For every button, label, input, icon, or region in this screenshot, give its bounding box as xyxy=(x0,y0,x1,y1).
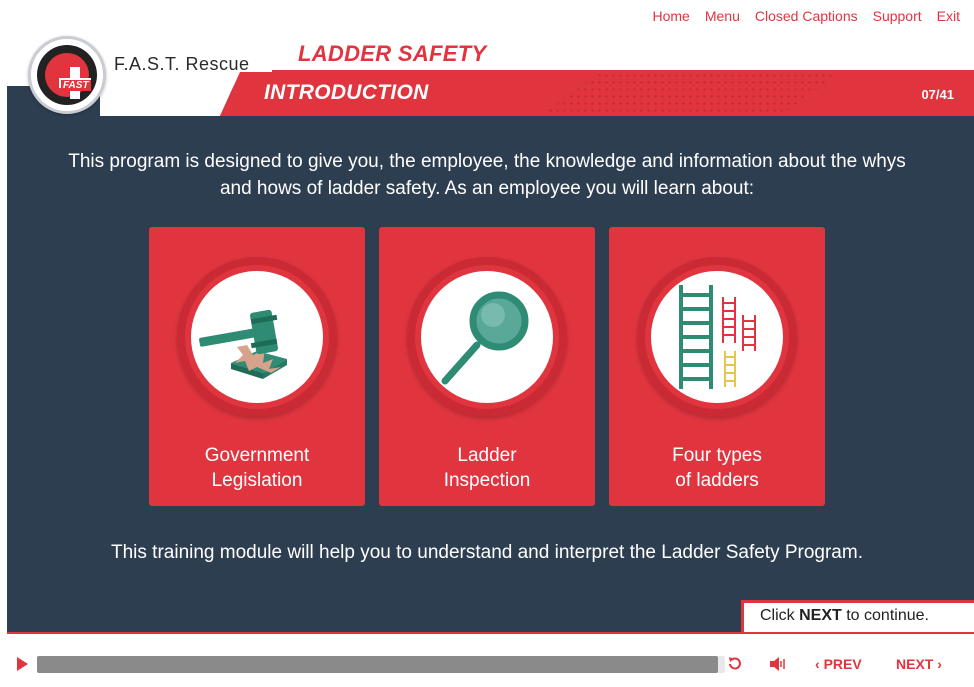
card-government-legislation[interactable] xyxy=(149,227,365,506)
prompt-next-word: NEXT xyxy=(799,607,842,624)
top-nav xyxy=(652,8,960,24)
footer-rule xyxy=(7,632,974,634)
slide-counter: 07/41 xyxy=(921,87,954,102)
volume-icon[interactable] xyxy=(768,655,788,673)
prompt-suffix: to continue. xyxy=(841,607,929,624)
ladders-icon xyxy=(651,271,783,403)
card-icon-ring xyxy=(407,257,567,417)
fast-logo xyxy=(28,36,106,114)
card-label xyxy=(379,443,595,493)
card-label xyxy=(609,443,825,493)
chevron-right-icon: › xyxy=(933,656,942,672)
card-ladder-inspection[interactable] xyxy=(379,227,595,506)
chevron-left-icon: ‹ xyxy=(815,656,824,672)
card-label-line2: of ladders xyxy=(675,470,759,491)
exit-link[interactable]: Exit xyxy=(936,8,960,24)
next-button[interactable] xyxy=(896,656,942,672)
card-icon-ring xyxy=(177,257,337,417)
progress-fill xyxy=(37,656,718,673)
card-label-line1: Ladder xyxy=(457,445,517,466)
card-label-line1: Government xyxy=(204,445,310,466)
topic-cards xyxy=(149,227,825,506)
card-icon-disc xyxy=(185,265,329,409)
logo-ring xyxy=(37,45,97,105)
brand-name: F.A.S.T. Rescue xyxy=(114,54,250,74)
replay-icon[interactable] xyxy=(726,655,744,673)
play-icon[interactable] xyxy=(17,657,28,671)
card-icon-disc xyxy=(645,265,789,409)
home-link[interactable]: Home xyxy=(652,8,690,24)
card-label xyxy=(149,443,365,493)
outro-text: This training module will help you to understand and interpret the Ladder Safety Program. xyxy=(111,542,863,563)
closed-captions-link[interactable]: Closed Captions xyxy=(754,8,858,24)
progress-bar[interactable] xyxy=(37,656,725,673)
logo-badge xyxy=(45,53,89,97)
card-icon-disc xyxy=(415,265,559,409)
card-label-line2: Inspection xyxy=(443,470,531,491)
support-link[interactable]: Support xyxy=(872,8,922,24)
continue-prompt xyxy=(741,600,974,633)
intro-text: This program is designed to give you, the employee, the knowledge and information about the whys and hows of ladder safety. As an employee you will learn about: xyxy=(68,151,906,199)
card-label-line2: Legislation xyxy=(211,470,303,491)
menu-link[interactable]: Menu xyxy=(704,8,740,24)
card-label-line1: Four types xyxy=(672,445,762,466)
card-ladder-types[interactable] xyxy=(609,227,825,506)
prompt-prefix: Click xyxy=(760,607,800,624)
prev-button[interactable] xyxy=(815,656,862,672)
magnifying-glass-icon xyxy=(421,271,553,403)
course-title: LADDER SAFETY xyxy=(298,41,487,66)
next-label: NEXT xyxy=(896,656,934,672)
card-icon-ring xyxy=(637,257,797,417)
gavel-icon xyxy=(191,271,323,403)
logo-wordmark: FAST xyxy=(63,80,89,91)
section-title: INTRODUCTION xyxy=(264,81,429,104)
prev-label: PREV xyxy=(823,656,862,672)
